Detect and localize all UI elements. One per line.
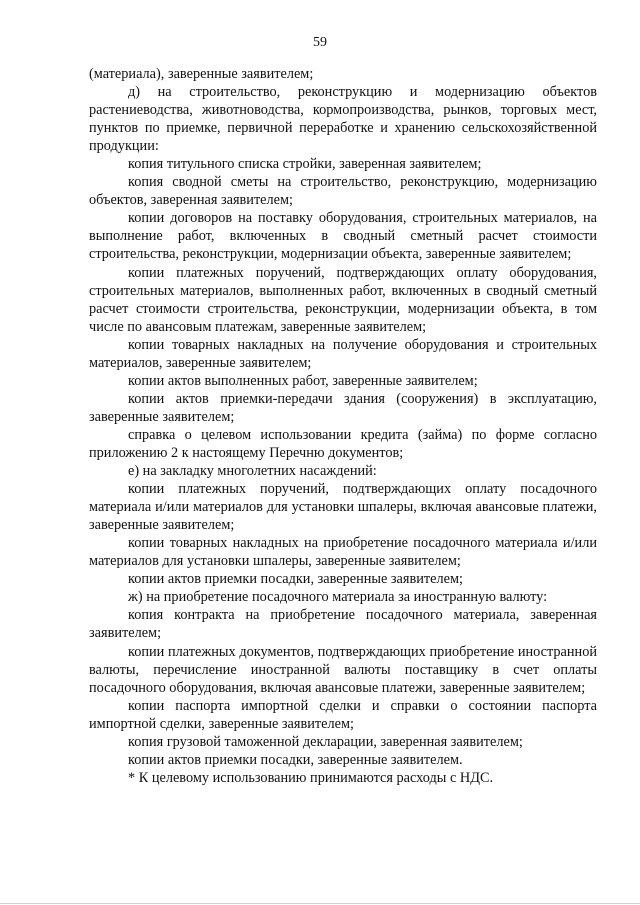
paragraph-planting-waybills: копии товарных накладных на приобретение посадочного материала и/или материалов для установки шпалеры, заверенные заявителем; [89,535,597,570]
paragraph-title-list-copy: копия титульного списка стройки, заверенная заявителем; [128,156,482,173]
paragraph-summary-estimate-copy: копия сводной сметы на строительство, реконструкцию, модернизацию объектов, заверенная заявителем; [89,174,597,209]
paragraph-waybills-copies: копии товарных накладных на получение оборудования и строительных материалов, заверенные заявителем; [89,336,597,371]
paragraph-currency-payment-documents: копии платежных документов, подтверждающих приобретение иностранной валюты, перечисление иностранной валюты поставщику в счет оплаты посадочного оборудования, включая авансовые платежи, заверенные заявителем; [89,643,597,696]
footnote-vat: * К целевому использованию принимаются расходы с НДС. [128,769,494,786]
paragraph-customs-declaration: копия грузовой таможенной декларации, заверенная заявителем; [128,733,523,750]
paragraph-planting-payment-orders: копии платежных поручений, подтверждающих оплату посадочного материала и/или материалов для установки шпалеры, включая авансовые платежи, заверенные заявителем; [89,481,597,534]
paragraph-import-deal-passport: копии паспорта импортной сделки и справки о состоянии паспорта импортной сделки, заверенные заявителем; [89,697,597,732]
paragraph-material-continuation: (материала), заверенные заявителем; [89,66,314,82]
paragraph-planting-acceptance-acts: копии актов приемки посадки, заверенные заявителем; [128,571,463,588]
item-d-construction: д) на строительство, реконструкцию и модернизацию объектов растениеводства, животноводства, кормопроизводства, рынков, торговых мест, пунктов по приемке, первичной переработке и хранению сельскохозяйственной продукции: [89,84,597,155]
paragraph-payment-orders-copies: копии платежных поручений, подтверждающих оплату оборудования, строительных материалов, выполненных работ, включенных в сводный сметный расчет стоимости строительства, реконструкции, модернизации объекта, в том числе по авансовым платежам, заверенные заявителем; [89,264,597,335]
paragraph-acceptance-acts-copies: копии актов приемки-передачи здания (сооружения) в эксплуатацию, заверенные заявителем; [89,390,597,425]
paragraph-contract-copy: копия контракта на приобретение посадочного материала, заверенная заявителем; [89,607,597,642]
document-body [89,65,597,787]
scan-edge-divider [0,903,640,904]
page-number: 59 [313,35,327,50]
item-e-perennial-plantings: е) на закладку многолетних насаждений: [128,463,377,480]
paragraph-supply-contracts-copies: копии договоров на поставку оборудования, строительных материалов, на выполнение работ, включенных в сводный сметный расчет стоимости строительства, реконструкции, модернизации объекта, заверенные заявителем; [89,210,597,263]
item-zh-foreign-currency: ж) на приобретение посадочного материала за иностранную валюту: [128,589,548,606]
paragraph-credit-use-certificate: справка о целевом использовании кредита (займа) по форме согласно приложению 2 к настоящему Перечню документов; [89,426,597,461]
paragraph-final-acceptance-acts: копии актов приемки посадки, заверенные заявителем. [128,751,463,768]
paragraph-work-acts-copies: копии актов выполненных работ, заверенные заявителем; [128,372,478,389]
